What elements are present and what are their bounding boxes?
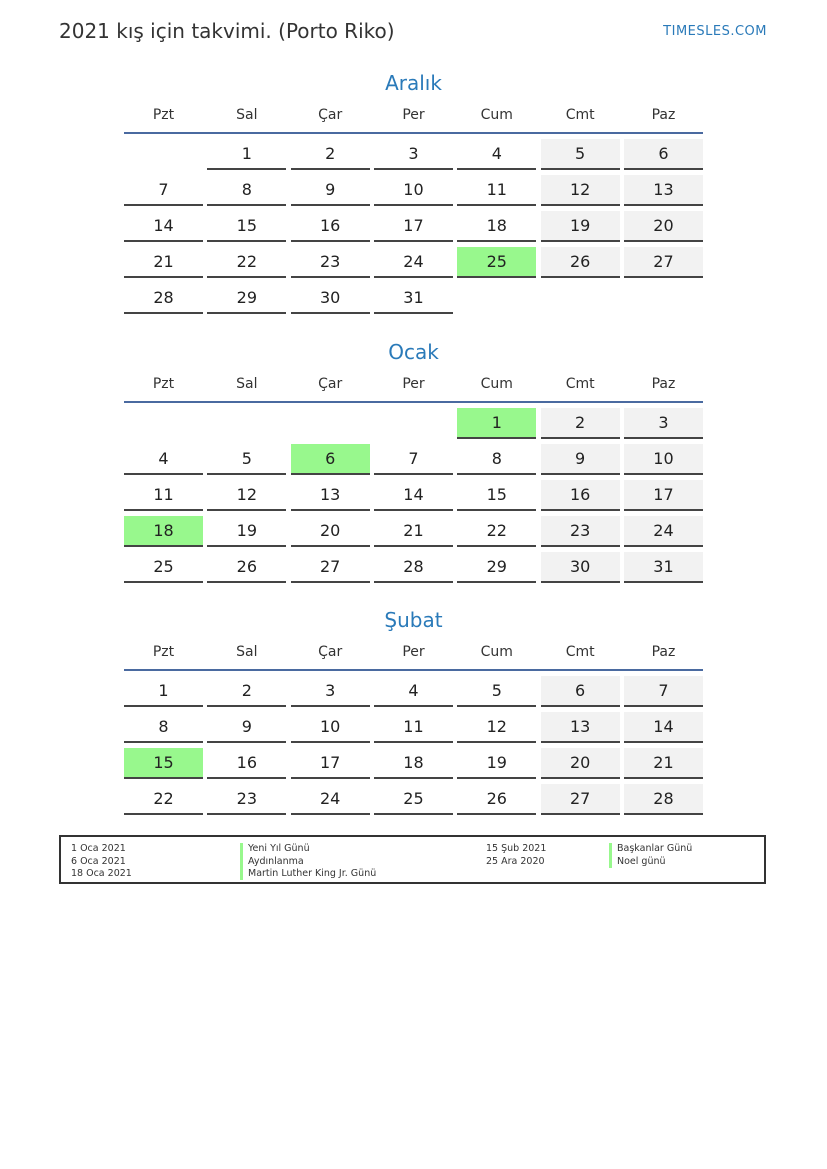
weekday-label: Çar <box>318 376 343 392</box>
legend-date: 25 Ara 2020 <box>486 855 545 867</box>
day-cell: 2 <box>207 676 286 707</box>
weekday-header <box>124 637 703 667</box>
weekday-label: Per <box>402 376 425 392</box>
legend-date: 6 Oca 2021 <box>71 855 126 867</box>
empty-cell <box>291 408 370 437</box>
weekday-label: Cum <box>480 376 513 392</box>
day-cell: 26 <box>541 247 620 278</box>
day-cell: 8 <box>457 444 536 475</box>
day-cell: 13 <box>291 480 370 511</box>
legend-right-dates <box>486 843 546 868</box>
day-cell: 13 <box>541 712 620 743</box>
day-cell: 31 <box>374 283 453 314</box>
day-cell: 2 <box>541 408 620 439</box>
legend-holiday-name: Yeni Yıl Günü <box>248 843 310 854</box>
weekday-label: Cum <box>480 107 513 123</box>
holiday-day-cell: 15 <box>124 748 203 779</box>
day-cell: 22 <box>457 516 536 547</box>
day-cell: 4 <box>457 139 536 170</box>
day-cell: 11 <box>457 175 536 206</box>
legend-date: 1 Oca 2021 <box>71 843 126 854</box>
day-cell: 7 <box>124 175 203 206</box>
day-cell: 14 <box>374 480 453 511</box>
day-cell: 28 <box>374 552 453 583</box>
holiday-day-cell: 18 <box>124 516 203 547</box>
legend-color-bar <box>609 843 612 868</box>
month-february <box>124 605 703 815</box>
day-cell: 28 <box>624 784 703 815</box>
weekday-label: Çar <box>318 644 343 660</box>
day-cell: 25 <box>124 552 203 583</box>
day-cell: 3 <box>374 139 453 170</box>
day-cell: 24 <box>291 784 370 815</box>
day-cell: 11 <box>124 480 203 511</box>
day-cell: 24 <box>374 247 453 278</box>
holiday-legend <box>59 835 766 884</box>
legend-holiday-name: Aydınlanma <box>248 855 304 867</box>
day-cell: 22 <box>124 784 203 815</box>
day-cell: 30 <box>291 283 370 314</box>
day-cell: 23 <box>207 784 286 815</box>
day-cell: 23 <box>541 516 620 547</box>
empty-cell <box>124 139 203 168</box>
weekday-label: Cmt <box>565 107 595 123</box>
day-cell: 8 <box>124 712 203 743</box>
day-cell: 6 <box>624 139 703 170</box>
day-cell: 23 <box>291 247 370 278</box>
day-cell: 15 <box>457 480 536 511</box>
day-cell: 19 <box>207 516 286 547</box>
weekday-header <box>124 100 703 130</box>
day-cell: 16 <box>541 480 620 511</box>
day-grid <box>124 676 703 815</box>
day-cell: 3 <box>291 676 370 707</box>
weekday-label: Sal <box>236 107 258 123</box>
day-grid <box>124 408 703 583</box>
day-cell: 25 <box>374 784 453 815</box>
day-cell: 22 <box>207 247 286 278</box>
header-divider <box>124 132 703 134</box>
weekday-label: Per <box>402 107 425 123</box>
day-cell: 27 <box>291 552 370 583</box>
holiday-day-cell: 1 <box>457 408 536 439</box>
day-cell: 17 <box>291 748 370 779</box>
day-cell: 12 <box>207 480 286 511</box>
legend-right-names <box>617 843 692 868</box>
day-cell: 31 <box>624 552 703 583</box>
day-cell: 3 <box>624 408 703 439</box>
brand-link[interactable]: TIMESLES.COM <box>663 24 767 39</box>
day-cell: 20 <box>624 211 703 242</box>
weekday-header <box>124 369 703 399</box>
day-cell: 6 <box>541 676 620 707</box>
legend-date: 18 Oca 2021 <box>71 868 132 879</box>
header-divider <box>124 401 703 403</box>
day-cell: 14 <box>624 712 703 743</box>
day-grid <box>124 139 703 314</box>
weekday-label: Paz <box>651 376 676 392</box>
day-cell: 19 <box>541 211 620 242</box>
day-cell: 10 <box>624 444 703 475</box>
day-cell: 29 <box>207 283 286 314</box>
empty-cell <box>207 408 286 437</box>
day-cell: 26 <box>457 784 536 815</box>
weekday-label: Pzt <box>152 376 175 392</box>
day-cell: 13 <box>624 175 703 206</box>
day-cell: 16 <box>291 211 370 242</box>
day-cell: 30 <box>541 552 620 583</box>
legend-holiday-name: Martin Luther King Jr. Günü <box>248 868 377 879</box>
weekday-label: Sal <box>236 376 258 392</box>
day-cell: 7 <box>374 444 453 475</box>
day-cell: 10 <box>291 712 370 743</box>
day-cell: 1 <box>124 676 203 707</box>
weekday-label: Cmt <box>565 644 595 660</box>
day-cell: 24 <box>624 516 703 547</box>
month-december <box>124 68 703 314</box>
header-divider <box>124 669 703 671</box>
day-cell: 19 <box>457 748 536 779</box>
day-cell: 20 <box>291 516 370 547</box>
day-cell: 11 <box>374 712 453 743</box>
day-cell: 15 <box>207 211 286 242</box>
day-cell: 27 <box>624 247 703 278</box>
day-cell: 27 <box>541 784 620 815</box>
month-name: Ocak <box>388 340 439 364</box>
day-cell: 10 <box>374 175 453 206</box>
weekday-label: Pzt <box>152 107 175 123</box>
day-cell: 14 <box>124 211 203 242</box>
day-cell: 26 <box>207 552 286 583</box>
page-title: 2021 kış için takvimi. (Porto Riko) <box>59 19 395 43</box>
day-cell: 17 <box>624 480 703 511</box>
legend-left-names <box>248 843 376 881</box>
weekday-label: Cmt <box>565 376 595 392</box>
day-cell: 9 <box>541 444 620 475</box>
month-january <box>124 337 703 583</box>
weekday-label: Sal <box>236 644 258 660</box>
day-cell: 28 <box>124 283 203 314</box>
day-cell: 8 <box>207 175 286 206</box>
day-cell: 5 <box>207 444 286 475</box>
day-cell: 4 <box>374 676 453 707</box>
empty-cell <box>374 408 453 437</box>
weekday-label: Paz <box>651 107 676 123</box>
day-cell: 1 <box>207 139 286 170</box>
day-cell: 18 <box>374 748 453 779</box>
day-cell: 4 <box>124 444 203 475</box>
month-name: Aralık <box>385 71 442 95</box>
day-cell: 16 <box>207 748 286 779</box>
holiday-day-cell: 25 <box>457 247 536 278</box>
day-cell: 2 <box>291 139 370 170</box>
weekday-label: Pzt <box>152 644 175 660</box>
weekday-label: Cum <box>480 644 513 660</box>
day-cell: 5 <box>457 676 536 707</box>
legend-holiday-name: Başkanlar Günü <box>617 843 693 854</box>
legend-date: 15 Şub 2021 <box>486 843 547 854</box>
day-cell: 21 <box>374 516 453 547</box>
day-cell: 9 <box>291 175 370 206</box>
day-cell: 9 <box>207 712 286 743</box>
day-cell: 20 <box>541 748 620 779</box>
month-name: Şubat <box>384 608 443 632</box>
legend-holiday-name: Noel günü <box>617 855 666 867</box>
weekday-label: Per <box>402 644 425 660</box>
day-cell: 17 <box>374 211 453 242</box>
day-cell: 18 <box>457 211 536 242</box>
weekday-label: Paz <box>651 644 676 660</box>
day-cell: 5 <box>541 139 620 170</box>
empty-cell <box>124 408 203 437</box>
weekday-label: Çar <box>318 107 343 123</box>
day-cell: 29 <box>457 552 536 583</box>
day-cell: 12 <box>541 175 620 206</box>
day-cell: 12 <box>457 712 536 743</box>
legend-left-dates <box>71 843 132 881</box>
day-cell: 21 <box>124 247 203 278</box>
holiday-day-cell: 6 <box>291 444 370 475</box>
day-cell: 7 <box>624 676 703 707</box>
day-cell: 21 <box>624 748 703 779</box>
legend-color-bar <box>240 843 243 880</box>
